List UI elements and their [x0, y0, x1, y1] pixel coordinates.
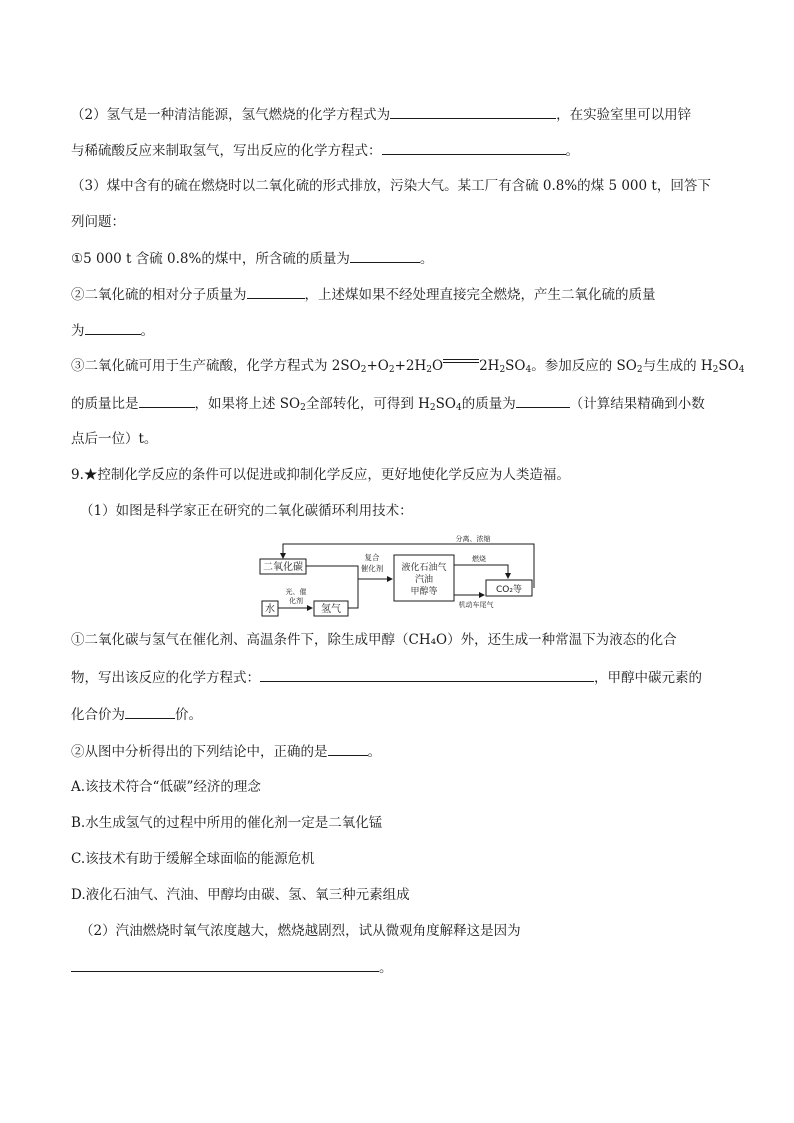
- water-box-label: 水: [265, 604, 275, 615]
- q8-2-line2: [71, 140, 579, 161]
- fuel-label-1: 液化石油气: [401, 563, 447, 573]
- co2etc-label: CO₂等: [496, 585, 522, 595]
- text: 。参加反应的 SO: [531, 358, 637, 374]
- text: 。: [419, 251, 434, 267]
- text: 全部转化，可得到 H: [305, 396, 430, 412]
- option-c[interactable]: C.该技术有助于缓解全球面临的能源危机: [71, 851, 315, 867]
- answer-blank[interactable]: [139, 393, 195, 408]
- text: 的质量比是: [71, 396, 139, 412]
- catalyst-label-2: 催化剂: [360, 564, 384, 573]
- answer-blank[interactable]: [247, 284, 305, 299]
- text: ，如果将上述 SO: [194, 396, 301, 412]
- co2-box-label: 二氧化碳: [263, 562, 303, 573]
- q8-3-sub2-line2: [71, 320, 154, 341]
- text: 的质量为: [461, 396, 516, 412]
- q9-1-sub1-line2: [71, 667, 702, 688]
- q9-part2: （2）汽油燃烧时氧气浓度越大，燃烧越剧烈，试从微观角度解释这是因为: [80, 923, 521, 939]
- fuel-label-3: 甲醇等: [410, 587, 438, 597]
- q8-3-line1: （3）煤中含有的硫在燃烧时以二氧化硫的形式排放，污染大气。某工厂有含硫 0.8%的煤 5 000 t，回答下: [71, 178, 711, 194]
- text: 。: [140, 323, 154, 339]
- answer-blank[interactable]: [260, 667, 594, 682]
- answer-blank[interactable]: [71, 957, 379, 972]
- q9-part1: （1）如图是科学家正在研究的二氧化碳循环利用技术：: [80, 503, 413, 519]
- q9-1-sub2: [71, 741, 381, 762]
- answer-blank[interactable]: [382, 140, 566, 155]
- answer-blank[interactable]: [328, 741, 368, 756]
- text: （计算结果精确到小数: [569, 396, 705, 412]
- text: 化合价为: [71, 707, 125, 723]
- equals-sign: [443, 357, 479, 367]
- light-catalyst-label-1: 光、催: [285, 588, 307, 596]
- text: ，上述煤如果不经处理直接完全燃烧，产生二氧化硫的质量: [304, 287, 656, 303]
- text: （2）氢气是一种清洁能源，氢气燃烧的化学方程式为: [71, 107, 391, 123]
- text: ③二氧化硫可用于生产硫酸，化学方程式为 2SO: [71, 358, 361, 374]
- answer-blank[interactable]: [85, 320, 141, 335]
- separate-label: 分离、浓缩: [455, 535, 491, 543]
- q8-3-sub3-line2: 的质量比是 ，如果将上述 $SO_2$全部转化，可得到 $H_2SO_4$的质量为 （计算结果精确到小数: [71, 393, 705, 414]
- answer-blank[interactable]: [516, 393, 570, 408]
- co2-cycle-diagram: [258, 535, 538, 620]
- text: ①5 000 t 含硫 0.8%的煤中，所含硫的质量为: [71, 251, 350, 267]
- text: 。: [379, 960, 393, 976]
- text: 与稀硫酸反应来制取氢气，写出反应的化学方程式：: [71, 143, 382, 159]
- text: 为: [71, 323, 85, 339]
- q8-3-sub1: [71, 248, 433, 269]
- exhaust-label: 机动车尾气: [458, 601, 494, 609]
- text: ②二氧化硫的相对分子质量为: [71, 287, 247, 303]
- diagram-svg: [258, 535, 538, 620]
- q8-3-sub2-line1: [71, 284, 656, 305]
- q8-2-line1: [71, 104, 691, 125]
- text: ②从图中分析得出的下列结论中，正确的是: [71, 744, 328, 760]
- answer-blank[interactable]: [390, 104, 556, 119]
- option-a[interactable]: A.该技术符合“低碳”经济的理念: [71, 779, 261, 795]
- text: 。: [565, 143, 579, 159]
- answer-blank[interactable]: [350, 248, 420, 263]
- catalyst-label-1: 复合: [364, 553, 380, 562]
- q9-1-sub1-line1: ①二氧化碳与氢气在催化剂、高温条件下，除生成甲醇（CH₄O）外，还生成一种常温下为液态的化合: [71, 632, 677, 648]
- text: 价。: [175, 707, 202, 723]
- q8-3-sub3-line1: ③二氧化硫可用于生产硫酸，化学方程式为 $2SO_2+O_2+2H_2O$ $2H_2SO_4$。参加反应的 $SO_2$与生成的 $H_2SO_4$: [71, 358, 745, 375]
- burn-label: 燃烧: [472, 555, 486, 563]
- h2-box-label: 氢气: [321, 604, 341, 615]
- q8-3-sub3-line3: 点后一位）t。: [71, 431, 158, 447]
- text: ，在实验室里可以用锌: [556, 107, 692, 123]
- option-b[interactable]: B.水生成氢气的过程中所用的催化剂一定是二氧化锰: [71, 815, 383, 831]
- answer-blank[interactable]: [125, 704, 175, 719]
- q8-3-line2: 列问题：: [71, 214, 125, 230]
- fuel-label-2: 汽油: [414, 575, 434, 585]
- light-catalyst-label-2: 化剂: [289, 597, 303, 605]
- q9-stem: 9.★控制化学反应的条件可以促进或抑制化学反应，更好地使化学反应为人类造福。: [71, 467, 570, 483]
- text: ，甲醇中碳元素的: [594, 670, 702, 686]
- text: 与生成的 H: [642, 358, 713, 374]
- option-d[interactable]: D.液化石油气、汽油、甲醇均由碳、氢、氧三种元素组成: [71, 887, 410, 903]
- text: 。: [367, 744, 381, 760]
- q9-part2-answer: [71, 957, 393, 978]
- q9-1-sub1-line3: [71, 704, 202, 725]
- text: 物，写出该反应的化学方程式：: [71, 670, 260, 686]
